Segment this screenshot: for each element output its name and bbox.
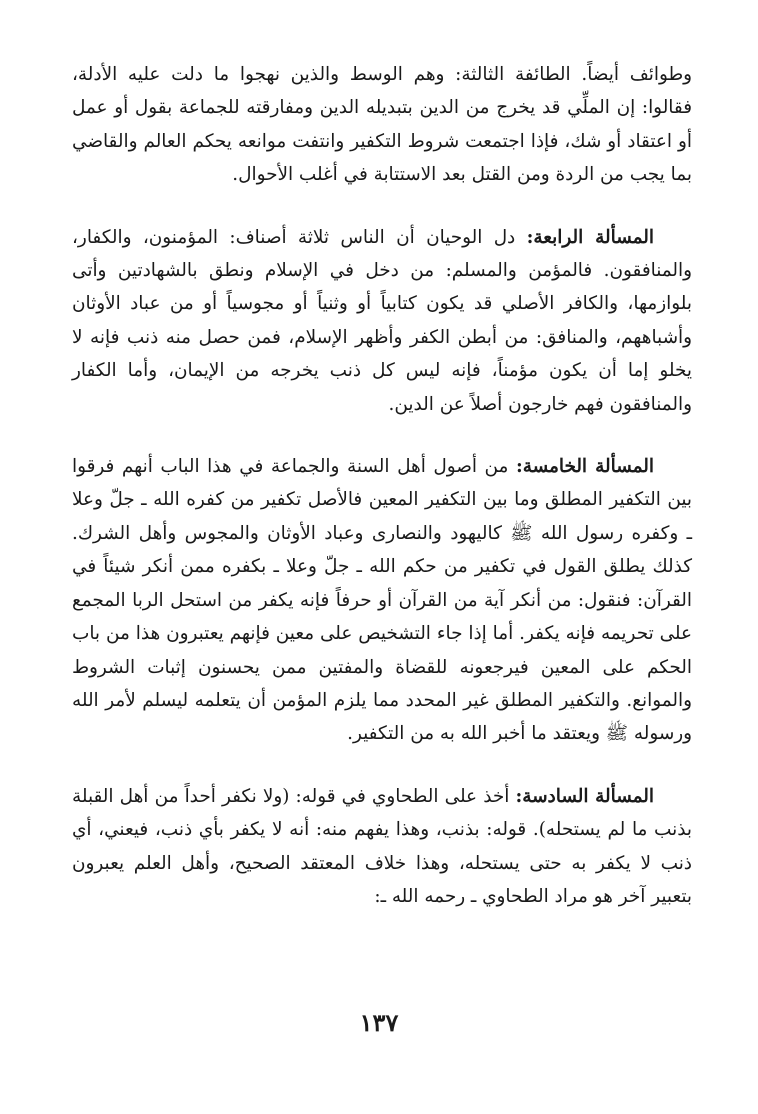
paragraph-continuation [72,58,692,192]
paragraph-issue-4 [72,221,692,421]
issue-heading: المسألة السادسة: [515,785,654,807]
paragraph-text: أخذ على الطحاوي في قوله: (ولا نكفر أحداً من أهل القبلة بذنب ما لم يستحله). قوله: بذنب، وهذا يفهم منه: أنه لا يكفر بأي ذنب، فيعني، أي ذنب لا يكفر به حتى يستحله، وهذا خلاف المعتقد الصحيح، وأهل العلم يعبرون بتعبير آخر هو مراد الطحاوي ـ رحمه الله ـ: [72,785,692,907]
issue-heading: المسألة الخامسة: [515,456,654,478]
paragraph-issue-6 [72,780,692,914]
paragraph-issue-5 [72,450,692,751]
body-text [72,58,692,913]
issue-heading: المسألة الرابعة: [526,226,654,248]
paragraph-text: دل الوحيان أن الناس ثلاثة أصناف: المؤمنون، والكفار، والمنافقون. فالمؤمن والمسلم: من دخل في الإسلام ونطق بالشهادتين وأتى بلوازمها، والكافر الأصلي قد يكون كتابياً أو وثنياً أو مجوسياً أو من عباد الأوثان وأشباههم، والمنافق: من أبطن الكفر وأظهر الإسلام، فمن حصل منه ذنب فإنه لا يخلو إما أن يكون مؤمناً، فإنه ليس كل ذنب يخرجه من الإيمان، وأما الكفار والمنافقون فهم خارجون أصلاً عن الدين. [72,226,692,415]
page-number: ١٣٧ [359,1008,399,1037]
paragraph-text: من أصول أهل السنة والجماعة في هذا الباب أنهم فرقوا بين التكفير المطلق وما بين التكفير المعين فالأصل تكفير من كفره الله ـ جلّ وعلا ـ وكفره رسول الله ﷺ كاليهود والنصارى وعباد الأوثان والمجوس وأهل الشرك. كذلك يطلق القول في تكفير من حكم الله ـ جلّ وعلا ـ بكفره ممن أنكر شيئاً في القرآن: فنقول: من أنكر آية من القرآن أو حرفاً فإنه يكفر من استحل الربا المجمع على تحريمه فإنه يكفر. أما إذا جاء التشخيص على معين فإنهم يعتبرون هذا من باب الحكم على المعين فيرجعونه للقضاة والمفتين ممن يحسنون إثبات الشروط والموانع. والتكفير المطلق غير المحدد مما يلزم المؤمن أن يتعلمه ليسلم لأمر الله ورسوله ﷺ ويعتقد ما أخبر الله به من التكفير. [72,456,692,745]
paragraph-text: وطوائف أيضاً. الطائفة الثالثة: وهم الوسط والذين نهجوا ما دلت عليه الأدلة، فقالوا: إن الملِّي قد يخرج من الدين بتبديله الدين ومفارقته للجماعة بقول أو عمل أو اعتقاد أو شك، فإذا اجتمعت شروط التكفير وانتفت موانعه يحكم العالم والقاضي بما يجب من الردة ومن القتل بعد الاستتابة في أغلب الأحوال. [72,64,692,186]
